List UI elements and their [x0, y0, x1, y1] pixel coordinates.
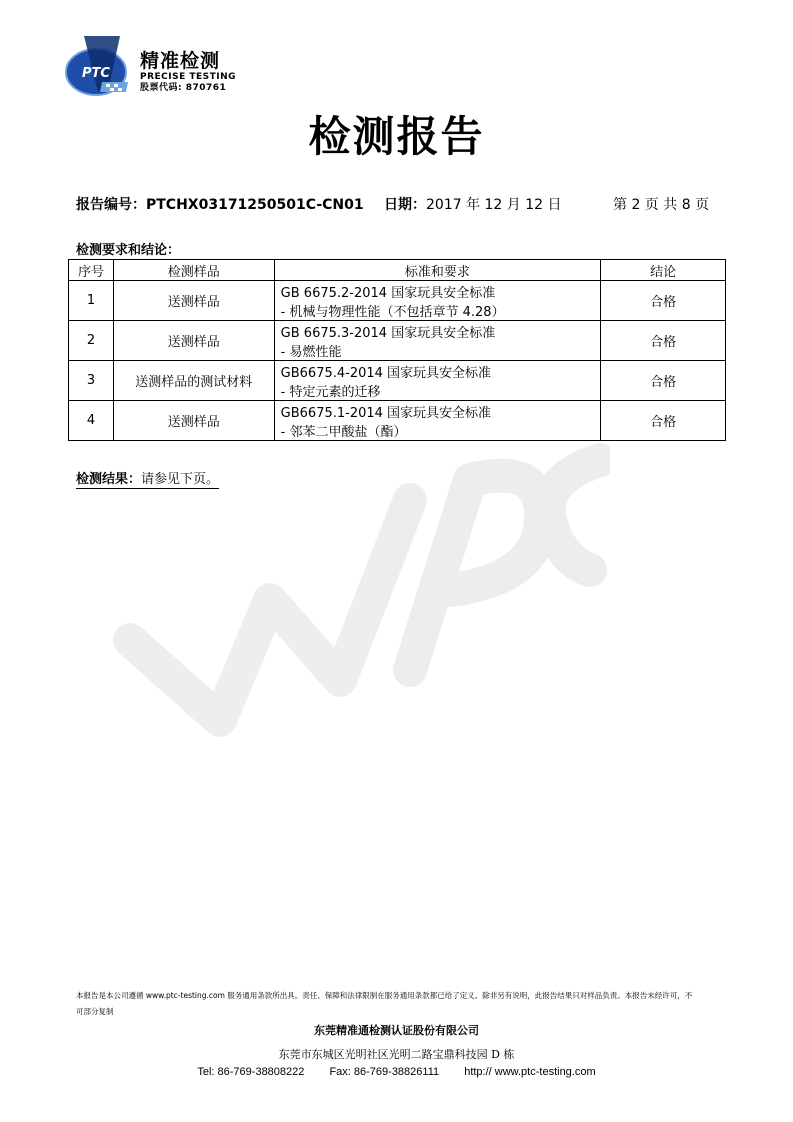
table-row [69, 321, 726, 361]
row-result: 合格 [601, 401, 726, 441]
report-date [384, 196, 562, 214]
brand-block [140, 50, 236, 94]
requirement-line: - 易燃性能 [280, 344, 342, 360]
svg-text:PTC: PTC [82, 66, 110, 81]
report-number-value: PTCHX03171250501C-CN01 [146, 197, 364, 213]
brand-english: PRECISE TESTING [140, 72, 237, 82]
header-result: 结论 [601, 260, 726, 281]
conclusion [76, 468, 219, 489]
table-header-row [69, 260, 726, 281]
section-title: 检测要求和结论： [76, 243, 181, 258]
row-no: 3 [69, 361, 114, 401]
disclaimer [76, 988, 716, 1020]
ptc-logo-icon [62, 32, 142, 104]
row-sample: 送测样品 [113, 281, 274, 321]
company-address: 东莞市东城区光明社区光明二路宝鼎科技园 D 栋 [278, 1048, 515, 1061]
report-date-label: 日期： [384, 197, 426, 213]
results-table [68, 259, 726, 441]
row-no: 1 [69, 281, 114, 321]
row-no: 4 [69, 401, 114, 441]
report-number [76, 196, 364, 214]
report-date-value: 2017 年 12 月 12 日 [426, 197, 562, 213]
disclaimer-line: 本报告是本公司遵循 www.ptc-testing.com 服务通用条款所出具。责任、保障和法律限制在服务通用条款都已给了定义。除非另有说明，此报告结果只对样品负责。本报告未经许可，不 [76, 991, 693, 1000]
header-sample: 检测样品 [113, 260, 274, 281]
row-no: 2 [69, 321, 114, 361]
contact-line [0, 1066, 793, 1078]
website-link[interactable]: http:// www.ptc-testing.com [464, 1066, 596, 1078]
row-standard [274, 401, 601, 441]
conclusion-label: 检测结果： [76, 472, 142, 487]
row-standard [274, 321, 601, 361]
row-sample: 送测样品的测试材料 [113, 361, 274, 401]
page-title: 检测报告 [308, 112, 485, 161]
requirement-line: - 邻苯二甲酸盐（酯） [280, 424, 407, 440]
table-row [69, 401, 726, 441]
row-sample: 送测样品 [113, 401, 274, 441]
conclusion-text: 请参见下页。 [141, 472, 220, 487]
row-standard [274, 361, 601, 401]
disclaimer-line: 可部分复制 [76, 1007, 114, 1016]
table-row [69, 281, 726, 321]
header-no: 序号 [69, 260, 114, 281]
standard-line: GB6675.1-2014 国家玩具安全标准 [280, 405, 492, 421]
fax: Fax: 86-769-38826111 [329, 1066, 440, 1078]
company-name: 东莞精准通检测认证股份有限公司 [314, 1024, 479, 1037]
standard-line: GB 6675.2-2014 国家玩具安全标准 [280, 285, 496, 301]
row-result: 合格 [601, 281, 726, 321]
standard-line: GB 6675.3-2014 国家玩具安全标准 [280, 325, 496, 341]
company-logo [62, 32, 242, 104]
table-row [69, 361, 726, 401]
row-result: 合格 [601, 361, 726, 401]
stock-code: 股票代码: 870761 [140, 83, 227, 93]
row-standard [274, 281, 601, 321]
tel: Tel: 86-769-38808222 [197, 1066, 305, 1078]
header-standard: 标准和要求 [274, 260, 601, 281]
row-sample: 送测样品 [113, 321, 274, 361]
standard-line: GB6675.4-2014 国家玩具安全标准 [280, 365, 492, 381]
requirement-line: - 机械与物理性能（不包括章节 4.28） [280, 304, 505, 320]
row-result: 合格 [601, 321, 726, 361]
page-indicator: 第 2 页 共 8 页 [613, 197, 710, 213]
brand-name: 精准检测 [140, 50, 221, 72]
requirement-line: - 特定元素的迁移 [280, 384, 381, 400]
report-number-label: 报告编号： [76, 197, 146, 213]
